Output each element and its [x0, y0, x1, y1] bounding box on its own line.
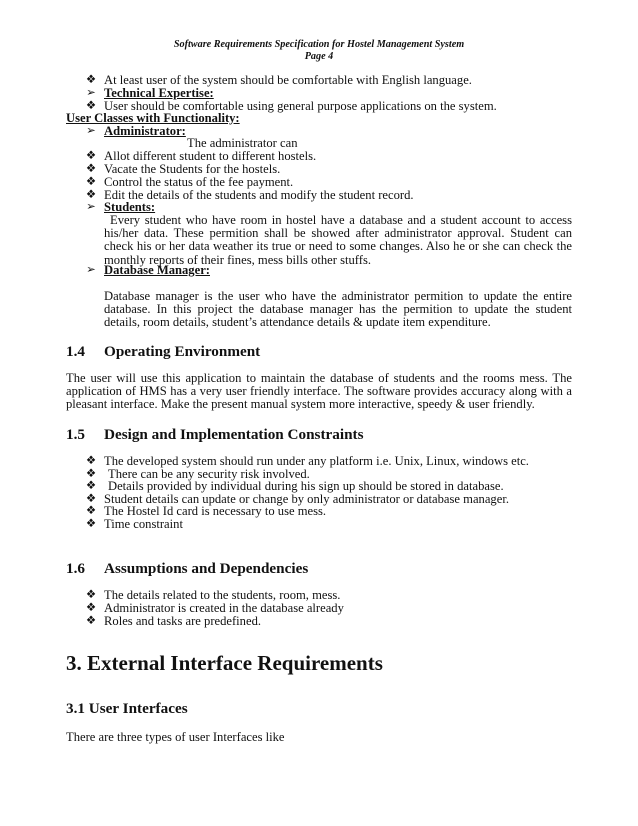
page-number: Page 4 — [304, 51, 334, 62]
user-classes-heading: User Classes with Functionality: — [66, 111, 240, 125]
database-manager-paragraph: Database manager is the user who have the administrator permition to update the entire database. In this project the database manager has the permition to update the student details, room details, student’s attendance details & update item expenditure. — [104, 289, 572, 330]
list-item: The developed system should run under any platform i.e. Unix, Linux, windows etc. — [104, 454, 529, 468]
diamond-bullet-icon: ❖ — [85, 468, 97, 480]
list-item: Edit the details of the students and modify the student record. — [104, 188, 414, 202]
section-number: 1.5 — [66, 426, 85, 443]
arrow-bullet-icon: ➢ — [86, 201, 96, 213]
arrow-bullet-icon: ➢ — [86, 125, 96, 137]
section-number: 1.6 — [66, 560, 85, 577]
list-item: Vacate the Students for the hostels. — [104, 162, 281, 176]
arrow-bullet-icon: ➢ — [86, 264, 96, 276]
list-item: The Hostel Id card is necessary to use mess. — [104, 504, 327, 518]
list-item: Allot different student to different hostels. — [104, 149, 317, 163]
list-item: User should be comfortable using general purpose applications on the system. — [104, 99, 497, 113]
subsection-heading: 3.1 User Interfaces — [66, 700, 188, 717]
section-number: 1.4 — [66, 343, 85, 360]
list-item: Roles and tasks are predefined. — [104, 614, 262, 628]
diamond-bullet-icon: ❖ — [85, 493, 97, 505]
running-header-title: Software Requirements Specification for Hostel Management System — [173, 39, 465, 50]
list-item: The details related to the students, room, mess. — [104, 588, 341, 602]
diamond-bullet-icon: ❖ — [85, 518, 97, 530]
diamond-bullet-icon: ❖ — [85, 176, 97, 188]
diamond-bullet-icon: ❖ — [85, 150, 97, 162]
list-item: Control the status of the fee payment. — [104, 175, 294, 189]
diamond-bullet-icon: ❖ — [85, 100, 97, 112]
list-item: At least user of the system should be comfortable with English language. — [104, 73, 472, 87]
diamond-bullet-icon: ❖ — [85, 163, 97, 175]
subheading-administrator: Administrator: — [104, 124, 186, 138]
diamond-bullet-icon: ❖ — [85, 74, 97, 86]
list-item: Details provided by individual during his sign up should be stored in database. — [108, 479, 504, 493]
diamond-bullet-icon: ❖ — [85, 602, 97, 614]
list-item: There can be any security risk involved. — [108, 467, 310, 481]
section-heading-1-6 — [66, 560, 566, 577]
arrow-bullet-icon: ➢ — [86, 87, 96, 99]
section-heading-1-4 — [66, 343, 566, 360]
body-text: There are three types of user Interfaces like — [66, 730, 285, 744]
diamond-bullet-icon: ❖ — [85, 189, 97, 201]
list-item: Administrator is created in the database already — [104, 601, 344, 615]
section-heading-1-5 — [66, 426, 566, 443]
chapter-heading: 3. External Interface Requirements — [66, 651, 383, 675]
diamond-bullet-icon: ❖ — [85, 615, 97, 627]
subheading-students: Students: — [104, 200, 156, 214]
section-title: Operating Environment — [104, 343, 261, 360]
section-title: Design and Implementation Constraints — [104, 426, 364, 443]
students-paragraph: Every student who have room in hostel have a database and a student account to access his/her data. These permition shall be showed after administrator approval. Student can check his or her data weather its true or need to some changes. Also he or she can check the monthly reports of their fines, mess bills other stuffs. — [104, 213, 572, 267]
list-item: Student details can update or change by only administrator or database manager. — [104, 492, 509, 506]
list-item: Time constraint — [104, 517, 183, 531]
diamond-bullet-icon: ❖ — [85, 480, 97, 492]
section-title: Assumptions and Dependencies — [104, 560, 309, 577]
subheading-technical-expertise: Technical Expertise: — [104, 86, 214, 100]
diamond-bullet-icon: ❖ — [85, 505, 97, 517]
operating-environment-paragraph: The user will use this application to maintain the database of students and the rooms mess. The application of HMS has a very user friendly interface. The software provides accuracy along with a pleasant interface. Make the present manual system more interactive, speedy & user friendly. — [66, 371, 572, 412]
diamond-bullet-icon: ❖ — [85, 455, 97, 467]
diamond-bullet-icon: ❖ — [85, 589, 97, 601]
admin-intro: The administrator can — [187, 136, 298, 150]
subheading-database-manager: Database Manager: — [104, 263, 210, 277]
